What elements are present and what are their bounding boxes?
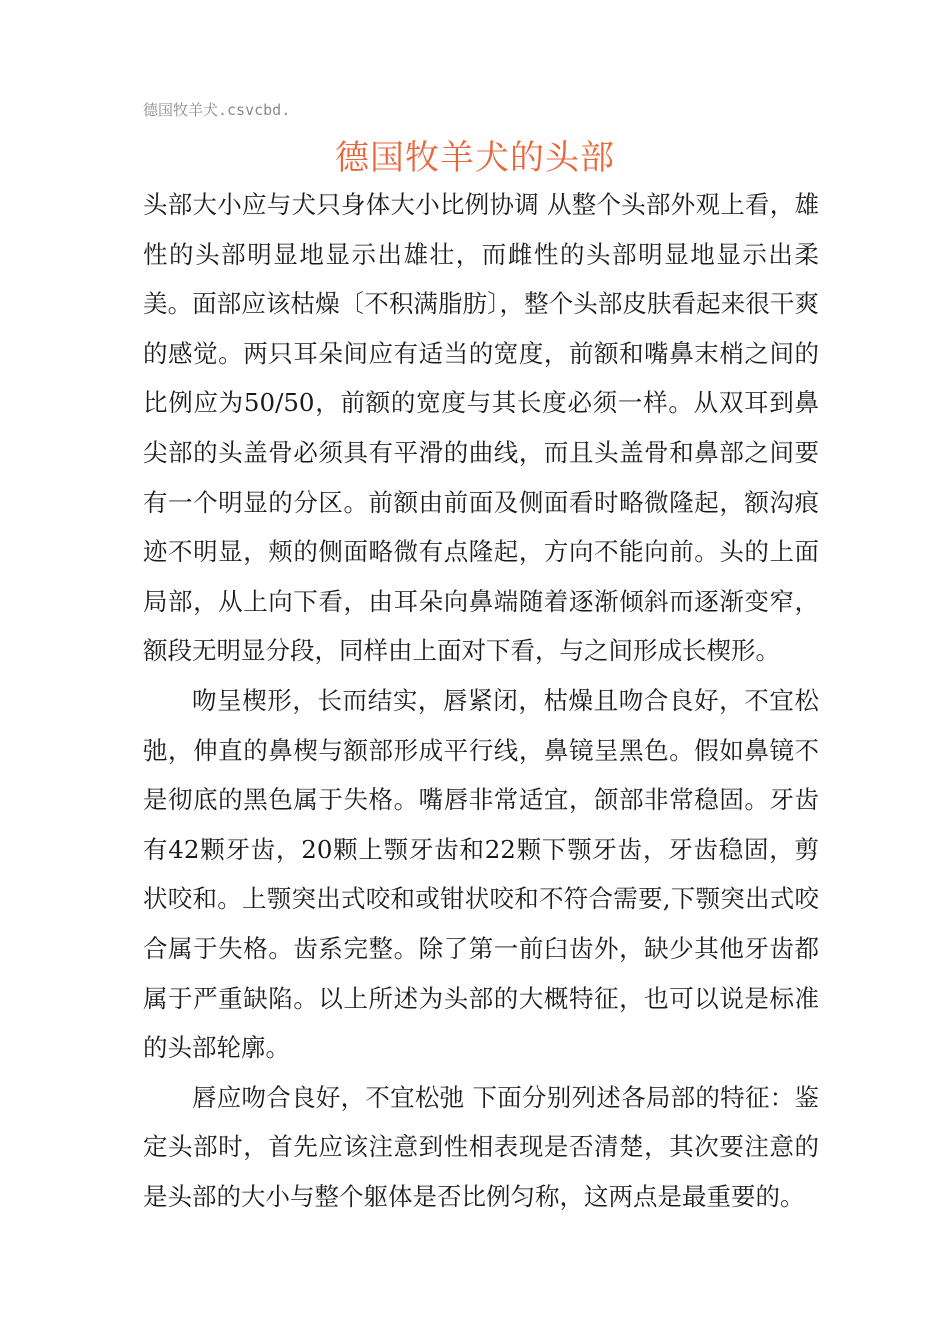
document-body	[143, 180, 819, 1221]
paragraph-1: 头部大小应与犬只身体大小比例协调 从整个头部外观上看，雄性的头部明显地显示出雄壮，而雌性的头部明显地显示出柔美。面部应该枯燥〔不积满脂肪〕，整个头部皮肤看起来很干爽的感觉。两只耳朵间应有适当的宽度，前额和嘴鼻末梢之间的比例应为50/50，前额的宽度与其长度必须一样。从双耳到鼻尖部的头盖骨必须具有平滑的曲线，而且头盖骨和鼻部之间要有一个明显的分区。前额由前面及侧面看时略微隆起，额沟痕迹不明显，颊的侧面略微有点隆起，方向不能向前。头的上面局部，从上向下看，由耳朵向鼻端随着逐渐倾斜而逐渐变窄，额段无明显分段，同样由上面对下看，与之间形成长楔形。	[143, 190, 819, 666]
paragraph-3: 唇应吻合良好，不宜松弛 下面分别列述各局部的特征：鉴定头部时，首先应该注意到性相表现是否清楚，其次要注意的是头部的大小与整个躯体是否比例匀称，这两点是最重要的。	[143, 1082, 819, 1211]
document-title: 德国牧羊犬的头部	[335, 138, 615, 178]
document-header-source: 德国牧羊犬.csvcbd.	[143, 101, 291, 119]
paragraph-2: 吻呈楔形，长而结实，唇紧闭，枯燥且吻合良好，不宜松弛，伸直的鼻楔与额部形成平行线，鼻镜呈黑色。假如鼻镜不是彻底的黑色属于失格。嘴唇非常适宜，颌部非常稳固。牙齿有42颗牙齿，20颗上颚牙齿和22颗下颚牙齿，牙齿稳固，剪状咬和。上颚突出式咬和或钳状咬和不符合需要,下颚突出式咬合属于失格。齿系完整。除了第一前臼齿外，缺少其他牙齿都属于严重缺陷。以上所述为头部的大概特征，也可以说是标准的头部轮廓。	[143, 685, 819, 1063]
